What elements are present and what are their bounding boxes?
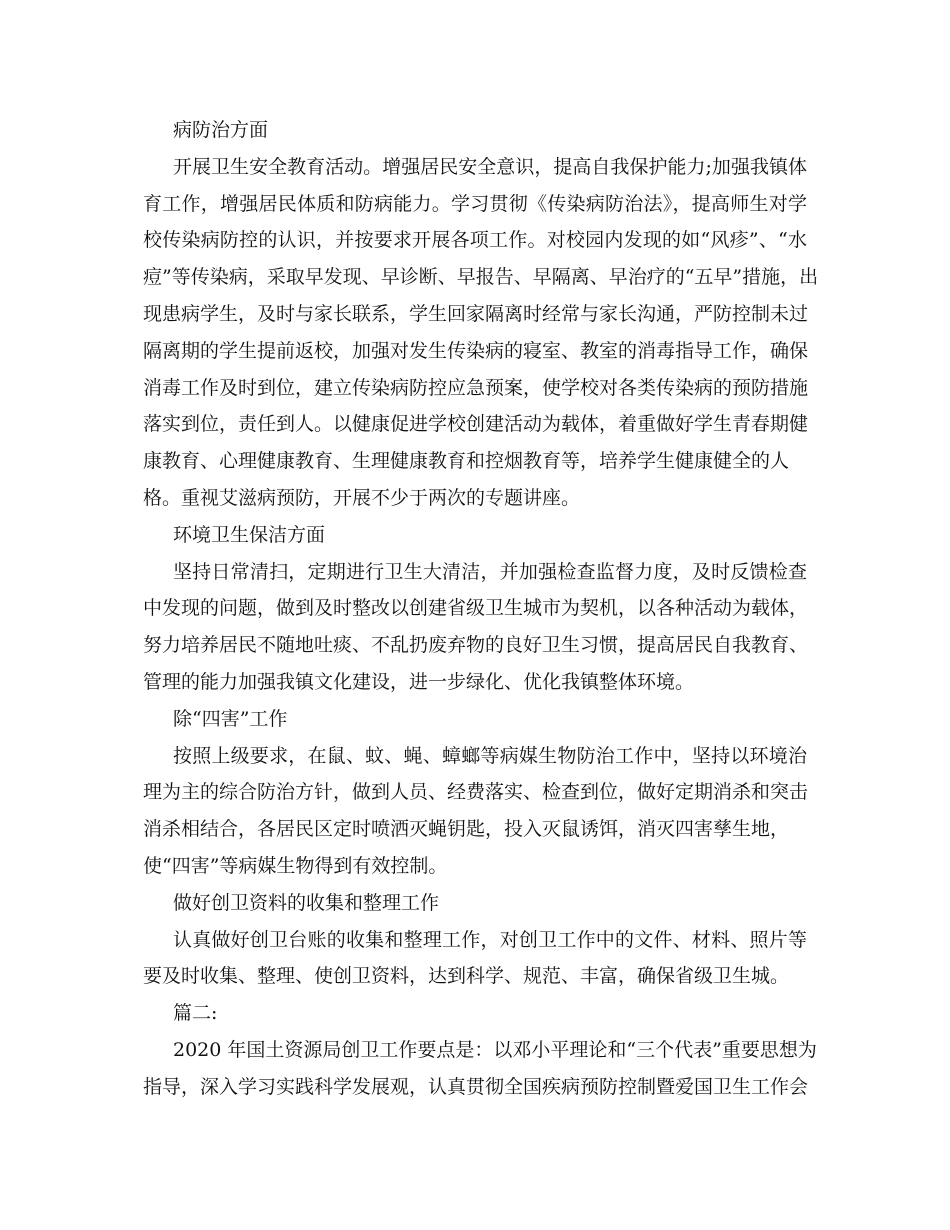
paragraph-line: 按照上级要求，在鼠、蚊、蝇、蟑螂等病媒生物防治工作中，坚持以环境治 — [173, 744, 807, 767]
section-heading-materials: 做好创卫资料的收集和整理工作 — [173, 891, 440, 914]
paragraph-line: 使“四害”等病媒生物得到有效控制。 — [143, 854, 448, 877]
paragraph-line: 隔离期的学生提前返校，加强对发生传染病的寝室、教室的消毒指导工作，确保 — [143, 339, 809, 362]
section-heading-disease-prevention: 病防治方面 — [173, 119, 269, 141]
paragraph-line: 中发现的问题，做到及时整改以创建省级卫生城市为契机，以各种活动为载体， — [143, 597, 809, 620]
paragraph-line: 理为主的综合防治方针，做到人员、经费落实、检查到位，做好定期消杀和突击 — [143, 781, 809, 804]
paragraph-line: 消毒工作及时到位，建立传染病防控应急预案，使学校对各类传染病的预防措施 — [143, 376, 809, 399]
document-body — [143, 112, 819, 1106]
paragraph-line: 坚持日常清扫，定期进行卫生大清洁，并加强检查监督力度，及时反馈检查 — [173, 560, 807, 583]
paragraph-line: 消杀相结合，各居民区定时喷洒灭蝇钥匙，投入灭鼠诱饵，消灭四害孳生地， — [143, 818, 790, 841]
paragraph-line: 要及时收集、整理、使创卫资料，达到科学、规范、丰富，确保省级卫生城。 — [143, 965, 790, 988]
paragraph-line: 努力培养居民不随地吐痰、不乱扔废弃物的良好卫生习惯，提高居民自我教育、 — [143, 634, 809, 657]
paragraph-line: 2020 年国土资源局创卫工作要点是：以邓小平理论和“三个代表”重要思想为 — [173, 1038, 817, 1061]
paragraph-line: 落实到位，责任到人。以健康促进学校创建活动为载体，着重做好学生青春期健 — [143, 413, 809, 436]
section-heading-four-pests: 除“四害”工作 — [173, 707, 288, 730]
paragraph-line: 认真做好创卫台账的收集和整理工作，对创卫工作中的文件、材料、照片等 — [173, 928, 807, 951]
section-heading-environment: 环境卫生保洁方面 — [173, 523, 326, 546]
paragraph-line: 指导，深入学习实践科学发展观，认真贯彻全国疾病预防控制暨爱国卫生工作会 — [143, 1075, 809, 1098]
paragraph-line: 痘”等传染病，采取早发现、早诊断、早报告、早隔离、早治疗的“五早”措施，出 — [143, 266, 819, 289]
paragraph-line: 育工作，增强居民体质和防病能力。学习贯彻《传染病防治法》，提高师生对学 — [143, 192, 807, 215]
section-heading-part-two: 篇二: — [173, 1002, 218, 1025]
paragraph-line: 格。重视艾滋病预防，开展不少于两次的专题讲座。 — [143, 486, 581, 509]
paragraph-line: 康教育、心理健康教育、生理健康教育和控烟教育等，培养学生健康健全的人 — [143, 450, 790, 473]
paragraph-line: 开展卫生安全教育活动。增强居民安全意识，提高自我保护能力;加强我镇体 — [173, 155, 807, 178]
paragraph-line: 现患病学生，及时与家长联系，学生回家隔离时经常与家长沟通，严防控制未过 — [143, 302, 809, 325]
paragraph-line: 校传染病防控的认识，并按要求开展各项工作。对校园内发现的如“风疹”、“水 — [143, 229, 807, 252]
paragraph-line: 管理的能力加强我镇文化建设，进一步绿化、优化我镇整体环境。 — [143, 670, 695, 693]
